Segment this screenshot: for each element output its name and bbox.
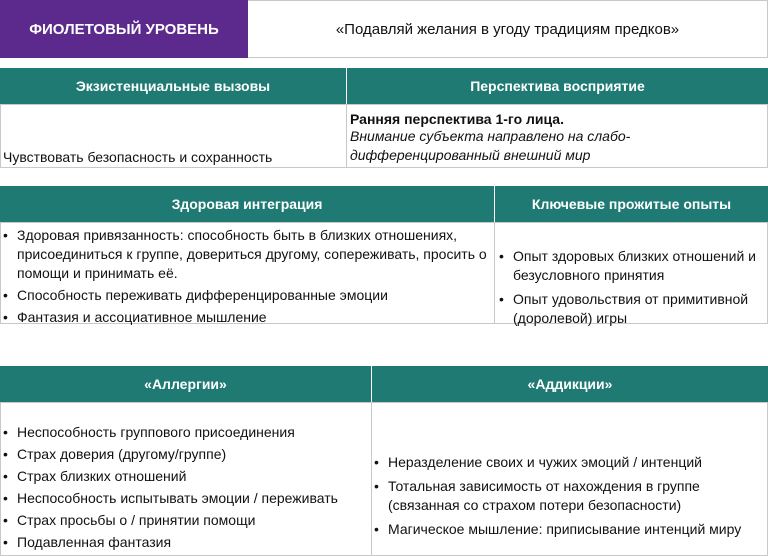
list-item: • Неспособность группового присоединения — [1, 423, 371, 442]
list-item: • Страх близких отношений — [1, 467, 371, 486]
allergies-list — [1, 423, 371, 552]
list-item: • Опыт здоровых близких отношений и безусловного принятия — [497, 247, 767, 285]
existential-challenges-cell — [0, 104, 347, 168]
perspective-cell — [346, 104, 768, 168]
list-item: • Неразделение своих и чужих эмоций / интенций — [372, 453, 767, 472]
key-experiences-cell — [494, 222, 768, 324]
list-item: • Подавленная фантазия — [1, 533, 371, 552]
healthy-integration-list — [1, 226, 490, 327]
list-item: • Здоровая привязанность: способность быть в близких отношениях, присоединиться к группе, довериться другому, сопереживать, просить о помощи и принимать её. — [1, 226, 490, 283]
healthy-integration-header: Здоровая интеграция — [0, 186, 494, 222]
motto-text: «Подавляй желания в угоду традициям предков» — [248, 0, 768, 58]
allergies-header: «Аллергии» — [0, 366, 371, 402]
list-item: • Неспособность испытывать эмоции / переживать — [1, 489, 371, 508]
key-experiences-list — [497, 247, 767, 328]
key-experiences-header: Ключевые прожитые опыты — [494, 186, 768, 222]
list-item: • Тотальная зависимость от нахождения в группе (связанная со страхом потери безопасности) — [372, 477, 767, 515]
perspective-title: Ранняя перспектива 1-го лица. — [350, 111, 564, 127]
existential-challenges-text: Чувствовать безопасность и сохранность — [3, 149, 273, 165]
list-item: • Страх доверия (другому/группе) — [1, 445, 371, 464]
list-item: • Способность переживать дифференцированные эмоции — [1, 286, 490, 305]
list-item: • Магическое мышление: приписывание интенций миру — [372, 520, 767, 539]
addictions-header: «Аддикции» — [371, 366, 768, 402]
addictions-list — [372, 453, 767, 539]
perspective-header: Перспектива восприятие — [346, 68, 768, 104]
level-badge: ФИОЛЕТОВЫЙ УРОВЕНЬ — [0, 0, 248, 58]
perspective-text: Внимание субъекта направлено на слабо-дифференцированный внешний мир — [350, 128, 631, 163]
allergies-cell — [0, 402, 372, 556]
healthy-integration-cell — [0, 222, 495, 324]
list-item: • Фантазия и ассоциативное мышление — [1, 308, 490, 327]
existential-challenges-header: Экзистенциальные вызовы — [0, 68, 346, 104]
addictions-cell — [371, 402, 768, 556]
list-item: • Опыт удовольствия от примитивной (доролевой) игры — [497, 290, 767, 328]
list-item: • Страх просьбы о / принятии помощи — [1, 511, 371, 530]
